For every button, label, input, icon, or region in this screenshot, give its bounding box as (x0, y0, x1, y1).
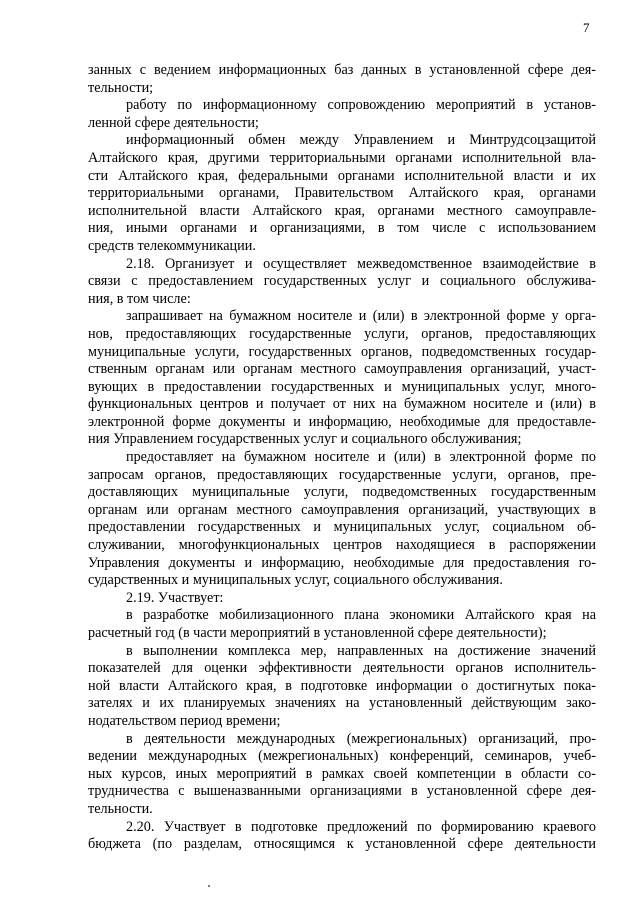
text-line: муниципальные услуги, государственных органов, подведомственных государ- (88, 343, 596, 360)
document-body (88, 62, 596, 854)
text-line: доставляющих муниципальные услуги, подведомственных государственным (88, 484, 596, 501)
text-line: запросам органов, предоставляющих государственные услуги, органов, пре- (88, 466, 596, 483)
text-line: показателей для оценки эффективности деятельности органов исполнитель- (88, 660, 596, 677)
scan-dot (208, 885, 210, 887)
text-line: занных с ведением информационных баз данных в установленной сфере дея- (88, 62, 596, 78)
text-line: ственным органам или органам местного самоуправления организаций, участ- (88, 361, 596, 378)
text-line: работу по информационному сопровождению мероприятий в установ- (126, 97, 596, 114)
text-line: функциональных центров и получает от них на бумажном носителе и (или) в (88, 396, 596, 413)
text-line: в разработке мобилизационного плана экономики Алтайского края на (126, 607, 596, 624)
text-line: предоставляет на бумажном носителе и (или) в электронной форме по (126, 449, 596, 466)
text-line: электронной форме документы и информацию, необходимые для предоставле- (88, 413, 596, 430)
text-line: территориальными органами, Правительством Алтайского края, органами (88, 185, 596, 202)
text-line: ных курсов, иных мероприятий в рамках своей компетенции в области со- (88, 765, 596, 782)
text-line: органам или органам местного самоуправления организаций, участвующих в (88, 501, 596, 518)
text-line: расчетный год (в части мероприятий в установленной сфере деятельности); (88, 625, 547, 641)
text-line: 2.18. Организует и осуществляет межведомственное взаимодействие в (126, 255, 596, 272)
text-line: ния, в том числе: (88, 290, 191, 307)
text-line: тельности; (88, 79, 154, 96)
text-line: сти Алтайского края, федеральными органами исполнительной власти и их (88, 167, 596, 184)
text-line: информационный обмен между Управлением и Минтрудсоцзащитой (126, 132, 596, 149)
text-line: нов, предоставляющих государственные услуги, органов, предоставляющих (88, 325, 596, 342)
text-line: в выполнении комплекса мер, направленных на достижение значений (126, 642, 596, 659)
text-line: запрашивает на бумажном носителе и (или) в электронной форме у орга- (126, 308, 596, 325)
text-line: трудничества с вышеназванными организациями в установленной сфере дея- (88, 783, 596, 800)
text-line: тельности. (88, 800, 153, 817)
text-line: ведении международных (межрегиональных) конференций, семинаров, учеб- (88, 748, 596, 765)
text-line: нодательством период времени; (88, 712, 281, 729)
text-line: служивании, многофункциональных центров находящиеся в распоряжении (88, 537, 596, 554)
text-line: зателях и их планируемых значениях на установленный действующим зако- (88, 695, 596, 712)
text-line: Алтайского края, другими территориальными органами исполнительной вла- (88, 149, 596, 166)
text-line: средств телекоммуникации. (88, 237, 256, 254)
text-line: Управления документы и информацию, необходимые для предоставления го- (88, 554, 596, 571)
text-line: ной власти Алтайского края, в подготовке информации о достигнутых пока- (88, 677, 596, 694)
text-line: 2.20. Участвует в подготовке предложений по формированию краевого (126, 818, 596, 835)
text-line: вующих в предоставлении государственных и муниципальных услуг, много- (88, 378, 596, 395)
text-line: исполнительной власти Алтайского края, органами местного самоуправле- (88, 202, 596, 219)
text-line: ния Управлением государственных услуг и социального обслуживания; (88, 431, 522, 448)
text-line: в деятельности международных (межрегиональных) организаций, про- (126, 730, 596, 747)
text-line: сударственных и муниципальных услуг, социального обслуживания. (88, 572, 503, 589)
text-line: связи с предоставлением государственных услуг и социального обслужива- (88, 273, 596, 290)
text-line: ния, иными органами и организациями, в том числе с использованием (88, 220, 596, 237)
text-line: предоставлении государственных и муниципальных услуг, социальном об- (88, 519, 596, 536)
text-line: 2.19. Участвует: (126, 589, 224, 606)
page-number: 7 (583, 20, 590, 35)
text-line: ленной сфере деятельности; (88, 114, 259, 131)
text-line: бюджета (по разделам, относящимся к установленной сфере деятельности (88, 836, 596, 853)
